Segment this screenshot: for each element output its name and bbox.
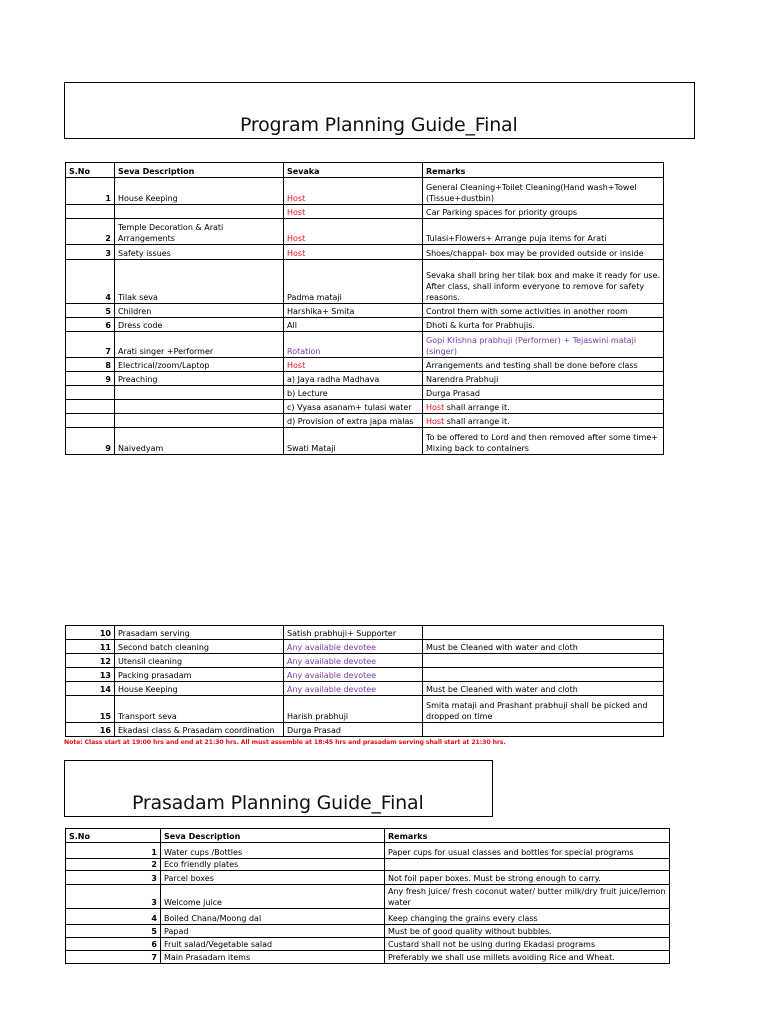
table-row: [66, 951, 670, 964]
remarks-cell: Shoes/chappal- box may be provided outside or inside: [423, 245, 664, 260]
sevaka-cell: Satish prabhuji+ Supporter: [284, 626, 423, 640]
sno-cell: 4: [66, 909, 161, 925]
remarks-cell: Dhoti & kurta for Prabhujis.: [423, 318, 664, 332]
sevaka-cell: Harish prabhuji: [284, 696, 423, 723]
header-seva-description: Seva Description: [161, 829, 385, 843]
desc-cell: Water cups /Bottles: [161, 843, 385, 859]
sevaka-cell: All: [284, 318, 423, 332]
remarks-cell: Durga Prasad: [423, 386, 664, 400]
table-row: [66, 386, 664, 400]
sevaka-cell: Host: [284, 178, 423, 205]
host-label: Host: [426, 417, 445, 426]
table-row: [66, 358, 664, 372]
header-sno: S.No: [66, 163, 115, 178]
sevaka-cell: Padma mataji: [284, 260, 423, 304]
desc-cell: Second batch cleaning: [115, 640, 284, 654]
sno-cell: [66, 414, 115, 428]
remarks-cell: [423, 400, 664, 414]
desc-cell: Ekadasi class & Prasadam coordination: [115, 723, 284, 737]
remarks-cell: Tulasi+Flowers+ Arrange puja items for Arati: [423, 219, 664, 245]
table-row: [66, 260, 664, 304]
sno-cell: [66, 205, 115, 219]
desc-cell: Eco friendly plates: [161, 859, 385, 871]
sno-cell: 11: [66, 640, 115, 654]
desc-cell: Transport seva: [115, 696, 284, 723]
sevaka-cell: Any available devotee: [284, 654, 423, 668]
table-header-row: [66, 829, 670, 843]
table-row: [66, 843, 670, 859]
table-row: [66, 178, 664, 205]
desc-cell: Arati singer +Performer: [115, 332, 284, 358]
desc-cell: Papad: [161, 925, 385, 938]
sno-cell: 9: [66, 372, 115, 386]
sno-cell: [66, 400, 115, 414]
table-row: [66, 885, 670, 909]
sno-cell: 1: [66, 178, 115, 205]
table-row: [66, 925, 670, 938]
desc-cell: Children: [115, 304, 284, 318]
desc-cell: House Keeping: [115, 682, 284, 696]
remarks-cell: Must be of good quality without bubbles.: [385, 925, 670, 938]
desc-cell: Temple Decoration & Arati Arrangements: [115, 219, 284, 245]
sno-cell: 12: [66, 654, 115, 668]
sevaka-cell: b) Lecture: [284, 386, 423, 400]
desc-cell: Packing prasadam: [115, 668, 284, 682]
sno-cell: 3: [66, 871, 161, 885]
sno-cell: 5: [66, 925, 161, 938]
desc-cell: Preaching: [115, 372, 284, 386]
sno-cell: 7: [66, 951, 161, 964]
program-title-box: [64, 82, 695, 139]
sno-cell: 14: [66, 682, 115, 696]
remarks-cell: Car Parking spaces for priority groups: [423, 205, 664, 219]
table-row: [66, 245, 664, 260]
sevaka-cell: Rotation: [284, 332, 423, 358]
remarks-cell: Not foil paper boxes. Must be strong enough to carry.: [385, 871, 670, 885]
remarks-cell: Sevaka shall bring her tilak box and make it ready for use. After class, shall inform everyone to remove for safety reasons.: [423, 260, 664, 304]
header-seva-description: Seva Description: [115, 163, 284, 178]
desc-cell: Dress code: [115, 318, 284, 332]
sno-cell: 3: [66, 245, 115, 260]
remarks-cell: Control them with some activities in another room: [423, 304, 664, 318]
header-sevaka: Sevaka: [284, 163, 423, 178]
table-row: [66, 400, 664, 414]
remarks-cell: Paper cups for usual classes and bottles for special programs: [385, 843, 670, 859]
remarks-cell: [423, 654, 664, 668]
header-remarks: Remarks: [423, 163, 664, 178]
remarks-cell: Any fresh juice/ fresh coconut water/ butter milk/dry fruit juice/lemon water: [385, 885, 670, 909]
table-row: [66, 654, 664, 668]
remarks-cell: To be offered to Lord and then removed after some time+ Mixing back to containers: [423, 428, 664, 455]
desc-cell: Parcel boxes: [161, 871, 385, 885]
table-row: [66, 723, 664, 737]
remarks-cell: [423, 723, 664, 737]
desc-cell: [115, 205, 284, 219]
remarks-cell: [423, 414, 664, 428]
table-row: [66, 938, 670, 951]
remarks-cell: Smita mataji and Prashant prabhuji shall be picked and dropped on time: [423, 696, 664, 723]
sno-cell: 8: [66, 358, 115, 372]
table-row: [66, 871, 670, 885]
table-row: [66, 332, 664, 358]
sevaka-cell: Any available devotee: [284, 640, 423, 654]
table-row: [66, 640, 664, 654]
header-sno: S.No: [66, 829, 161, 843]
sno-cell: 15: [66, 696, 115, 723]
remarks-cell: [423, 668, 664, 682]
remarks-cell: Keep changing the grains every class: [385, 909, 670, 925]
desc-cell: House Keeping: [115, 178, 284, 205]
sno-cell: 7: [66, 332, 115, 358]
table-row: [66, 318, 664, 332]
desc-cell: Prasadam serving: [115, 626, 284, 640]
prasadam-table: [65, 828, 670, 964]
sevaka-cell: Host: [284, 358, 423, 372]
table-row: [66, 304, 664, 318]
remarks-cell: Must be Cleaned with water and cloth: [423, 640, 664, 654]
sno-cell: 2: [66, 219, 115, 245]
table-header-row: [66, 163, 664, 178]
desc-cell: Fruit salad/Vegetable salad: [161, 938, 385, 951]
desc-cell: Utensil cleaning: [115, 654, 284, 668]
sno-cell: 2: [66, 859, 161, 871]
sevaka-cell: Swati Mataji: [284, 428, 423, 455]
header-remarks: Remarks: [385, 829, 670, 843]
remarks-cell: Preferably we shall use millets avoiding Rice and Wheat.: [385, 951, 670, 964]
sno-cell: 13: [66, 668, 115, 682]
sevaka-cell: Harshika+ Smita: [284, 304, 423, 318]
table-row: [66, 626, 664, 640]
program-title: Program Planning Guide_Final: [240, 114, 518, 136]
sevaka-cell: d) Provision of extra japa malas: [284, 414, 423, 428]
desc-cell: Naivedyam: [115, 428, 284, 455]
remarks-cell: [423, 626, 664, 640]
desc-cell: [115, 414, 284, 428]
sno-cell: 10: [66, 626, 115, 640]
timing-note: Note: Class start at 19:00 hrs and end at 21:30 hrs. All must assemble at 18:45 hrs and prasadam serving shall start at 21:30 hrs.: [64, 739, 506, 746]
host-label: Host: [426, 403, 445, 412]
sno-cell: 3: [66, 885, 161, 909]
desc-cell: Boiled Chana/Moong dal: [161, 909, 385, 925]
sno-cell: 6: [66, 318, 115, 332]
remarks-text: shall arrange it.: [444, 403, 510, 412]
table-row: [66, 219, 664, 245]
sevaka-cell: a) Jaya radha Madhava: [284, 372, 423, 386]
sevaka-cell: Any available devotee: [284, 668, 423, 682]
remarks-cell: Gopi Krishna prabhuji (Performer) + Tejaswini mataji (singer): [423, 332, 664, 358]
sno-cell: 6: [66, 938, 161, 951]
sno-cell: [66, 386, 115, 400]
sevaka-cell: Host: [284, 205, 423, 219]
sevaka-cell: c) Vyasa asanam+ tulasi water: [284, 400, 423, 414]
prasadam-title: Prasadam Planning Guide_Final: [132, 792, 424, 814]
sno-cell: 5: [66, 304, 115, 318]
table-row: [66, 696, 664, 723]
table-row: [66, 859, 670, 871]
table-row: [66, 909, 670, 925]
sevaka-cell: Durga Prasad: [284, 723, 423, 737]
program-table: [65, 162, 664, 455]
sno-cell: 16: [66, 723, 115, 737]
sevaka-cell: Any available devotee: [284, 682, 423, 696]
table-row: [66, 428, 664, 455]
desc-cell: Electrical/zoom/Laptop: [115, 358, 284, 372]
table-row: [66, 205, 664, 219]
sevaka-cell: Host: [284, 219, 423, 245]
remarks-text: shall arrange it.: [444, 417, 510, 426]
sevaka-cell: Host: [284, 245, 423, 260]
table-row: [66, 414, 664, 428]
remarks-cell: Narendra Prabhuji: [423, 372, 664, 386]
desc-cell: [115, 386, 284, 400]
desc-cell: Main Prasadam items: [161, 951, 385, 964]
sno-cell: 9: [66, 428, 115, 455]
remarks-cell: [385, 859, 670, 871]
remarks-cell: General Cleaning+Toilet Cleaning(Hand wash+Towel (Tissue+dustbin): [423, 178, 664, 205]
remarks-cell: Must be Cleaned with water and cloth: [423, 682, 664, 696]
remarks-cell: Custard shall not be using during Ekadasi programs: [385, 938, 670, 951]
desc-cell: Welcome juice: [161, 885, 385, 909]
desc-cell: [115, 400, 284, 414]
serving-table: [65, 625, 664, 737]
table-row: [66, 668, 664, 682]
sno-cell: 1: [66, 843, 161, 859]
desc-cell: Safety issues: [115, 245, 284, 260]
remarks-cell: Arrangements and testing shall be done before class: [423, 358, 664, 372]
table-row: [66, 372, 664, 386]
desc-cell: Tilak seva: [115, 260, 284, 304]
table-row: [66, 682, 664, 696]
sno-cell: 4: [66, 260, 115, 304]
prasadam-title-box: [64, 760, 493, 817]
